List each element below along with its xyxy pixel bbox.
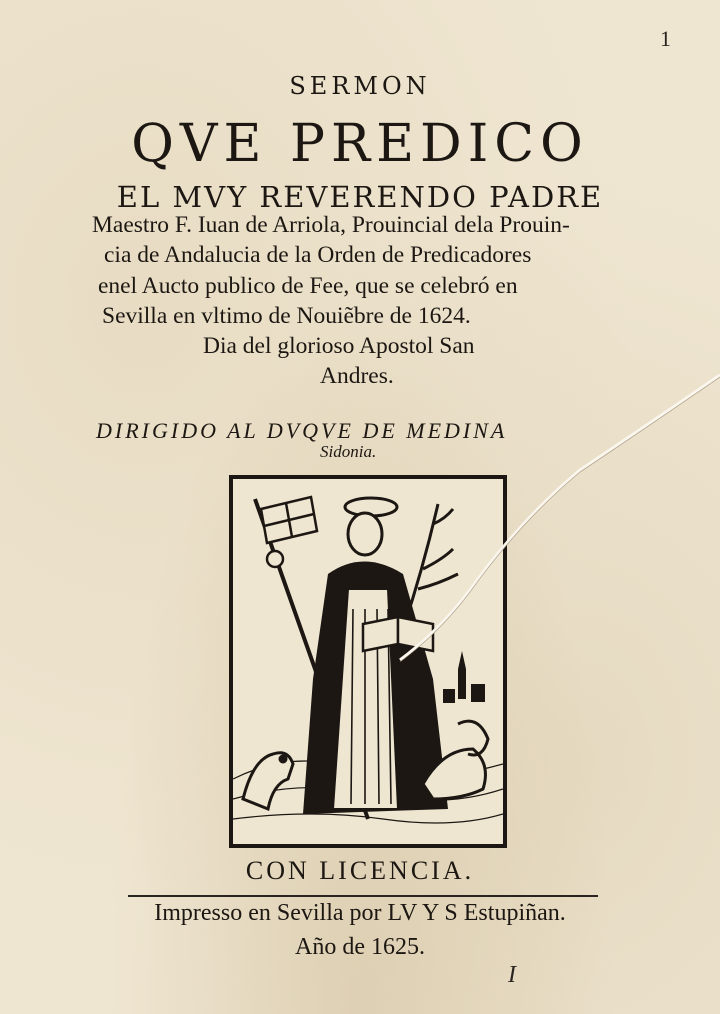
dedication-sidonia: Sidonia. bbox=[320, 442, 377, 461]
folio-number-top: 1 bbox=[660, 26, 671, 51]
year-line: Año de 1625. bbox=[295, 934, 425, 960]
dedication-line: DIRIGIDO AL DVQVE DE MEDINA bbox=[96, 418, 508, 443]
title-el-muy-reverendo: EL MVY REVERENDO PADRE bbox=[116, 180, 604, 214]
title-que-predico: QVE PREDICO bbox=[131, 114, 589, 174]
licencia-line: CON LICENCIA. bbox=[245, 856, 475, 885]
body-line: Sevilla en vltimo de Nouiẽbre de 1624. bbox=[102, 303, 471, 329]
body-line: enel Aucto publico de Fee, que se celebró en bbox=[98, 273, 518, 299]
title-sermon: SERMON bbox=[289, 72, 431, 100]
body-line: Andres. bbox=[320, 363, 394, 389]
body-line: Dia del glorioso Apostol San bbox=[203, 333, 475, 359]
body-line: cia de Andalucia de la Orden de Predicadores bbox=[104, 242, 532, 268]
divider bbox=[128, 895, 598, 897]
body-line: Maestro F. Iuan de Arriola, Prouincial dela Prouin- bbox=[92, 212, 570, 238]
folio-number-bottom: I bbox=[508, 962, 516, 988]
saint-woodcut-icon bbox=[229, 475, 507, 848]
printer-line: Impresso en Sevilla por LV Y S Estupiñan. bbox=[154, 900, 566, 926]
